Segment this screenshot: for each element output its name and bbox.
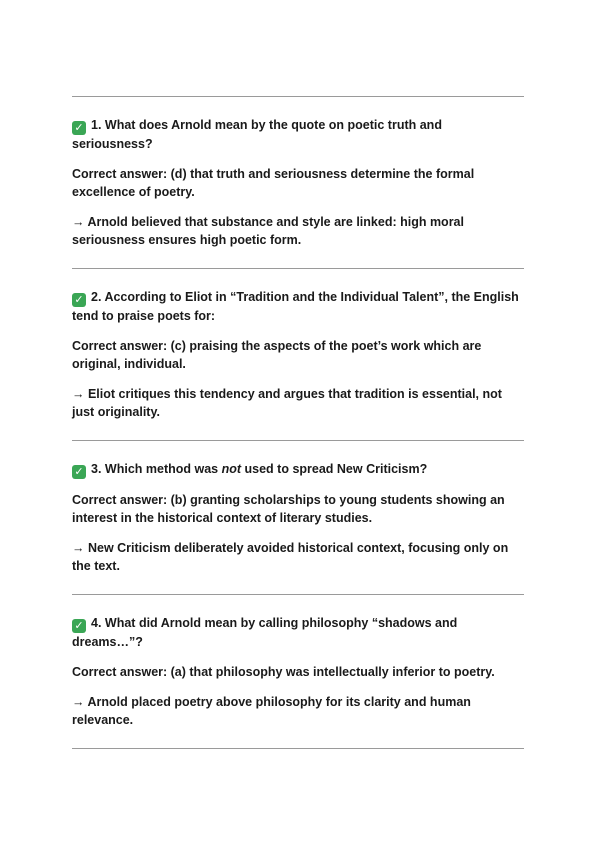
explanation: → New Criticism deliberately avoided historical context, focusing only on the text. <box>72 541 509 573</box>
check-icon: ✓ <box>72 619 86 633</box>
question-text: According to Eliot in “Tradition and the Individual Talent”, the English tend to praise poets for: <box>72 290 519 323</box>
explanation: → Arnold believed that substance and style are linked: high moral seriousness ensures high poetic form. <box>72 215 464 247</box>
divider <box>72 748 524 749</box>
question-emphasis: not <box>221 462 242 476</box>
question-block-1 <box>72 97 524 268</box>
question-number: 4. <box>91 616 102 630</box>
question-number: 2. <box>91 290 102 304</box>
quiz-answers <box>72 96 524 749</box>
question-heading <box>72 288 524 325</box>
correct-answer: Correct answer: (c) praising the aspects of the poet’s work which are original, individual. <box>72 339 482 371</box>
check-icon: ✓ <box>72 121 86 135</box>
explanation: → Arnold placed poetry above philosophy for its clarity and human relevance. <box>72 695 471 727</box>
question-block-3 <box>72 441 524 594</box>
question-text-end: used to spread New Criticism? <box>241 462 428 476</box>
check-icon: ✓ <box>72 293 86 307</box>
correct-answer: Correct answer: (b) granting scholarships to young students showing an interest in the historical context of literary studies. <box>72 493 505 525</box>
correct-answer: Correct answer: (d) that truth and seriousness determine the formal excellence of poetry. <box>72 167 475 199</box>
question-heading <box>72 116 524 153</box>
correct-answer: Correct answer: (a) that philosophy was intellectually inferior to poetry. <box>72 665 495 679</box>
question-number: 3. <box>91 462 102 476</box>
question-block-2 <box>72 269 524 440</box>
question-text-start: Which method was <box>104 462 222 476</box>
question-heading <box>72 460 524 479</box>
question-text: What does Arnold mean by the quote on poetic truth and seriousness? <box>72 118 442 151</box>
question-number: 1. <box>91 118 102 132</box>
check-icon: ✓ <box>72 465 86 479</box>
question-block-4 <box>72 595 524 748</box>
question-text: What did Arnold mean by calling philosophy “shadows and dreams…”? <box>72 616 458 649</box>
question-heading <box>72 614 524 651</box>
explanation: → Eliot critiques this tendency and argues that tradition is essential, not just originality. <box>72 387 502 419</box>
